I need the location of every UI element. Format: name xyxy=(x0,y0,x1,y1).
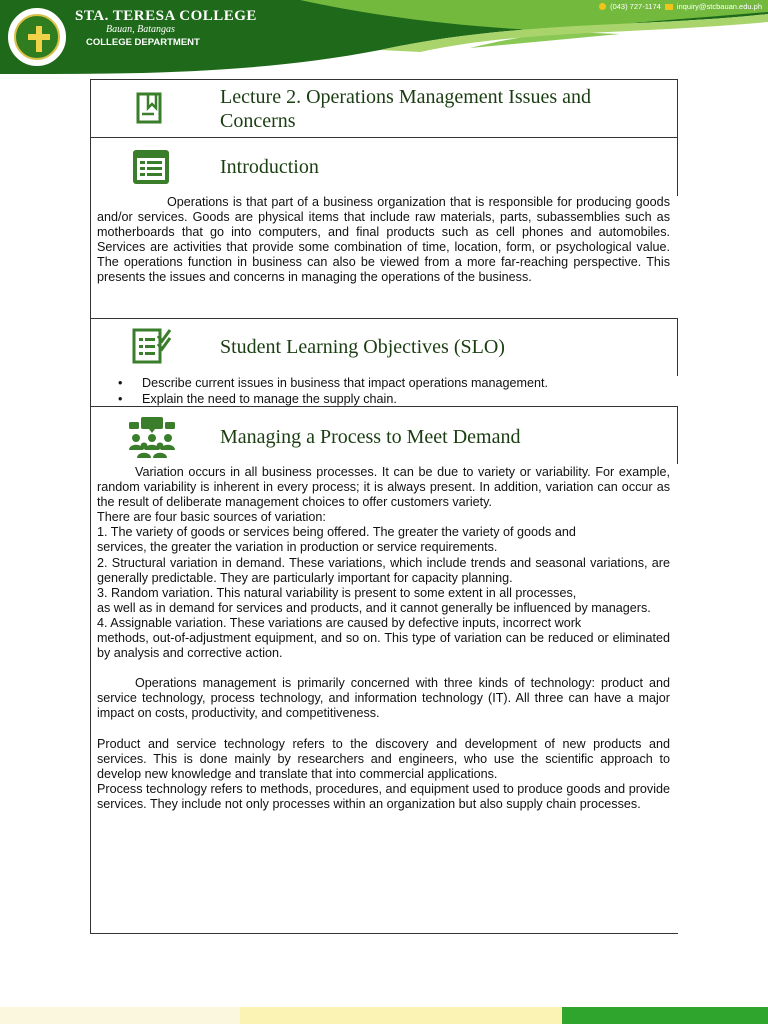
checklist-icon xyxy=(130,326,172,366)
source-1-line-b: services, the greater the variation in production or service requirements. xyxy=(97,540,498,555)
college-department: COLLEGE DEPARTMENT xyxy=(86,37,200,48)
college-location: Bauan, Batangas xyxy=(106,24,175,35)
college-seal-logo xyxy=(6,6,68,68)
list-item: • Describe current issues in business that impact operations management. xyxy=(118,375,548,391)
source-4-line-a: 4. Assignable variation. These variations are caused by defective inputs, incorrect work xyxy=(97,615,582,630)
source-4-line-b: methods, out-of-adjustment equipment, and so on. This type of variation can be reduced or eliminated by analysis and corrective action. xyxy=(97,631,670,661)
source-3-line-b: as well as in demand for services and products, and it cannot generally be influenced by managers. xyxy=(97,600,651,615)
footer-segment xyxy=(240,1007,562,1024)
frame-bottom xyxy=(90,933,678,934)
college-name: STA. TERESA COLLEGE xyxy=(75,8,257,24)
email-address: inquiry@stcbauan.edu.ph xyxy=(676,2,762,11)
lecture-title-line2: Concerns xyxy=(220,110,296,132)
phone-number: (043) 727-1174 xyxy=(610,2,661,11)
introduction-paragraph: Operations is that part of a business organization that is responsible for producing goods and/or services. Goods are physical items that include raw materials, parts, subassemblies such as motherboards that go into computers, and final products such as cell phones and automobiles. Services are activities that provide some combination of time, location, form, or psychological value. The operations function in business can also be viewed from a more far-reaching perspective. This presents the issues and concerns in managing the operations of the business. xyxy=(97,195,670,285)
technology-intro: Operations management is primarily concerned with three kinds of technology: product and service technology, process technology, and information technology (IT). All three can have a major impact on costs, productivity, and competitiveness. xyxy=(97,676,670,721)
footer-segment xyxy=(562,1007,768,1024)
lecture-title-line1: Lecture 2. Operations Management Issues and xyxy=(220,86,591,108)
book-icon xyxy=(130,88,170,128)
spacer xyxy=(97,722,670,737)
college-header xyxy=(0,0,768,78)
slo-heading: Student Learning Objectives (SLO) xyxy=(220,336,505,358)
demand-heading: Managing a Process to Meet Demand xyxy=(220,426,521,448)
divider-2 xyxy=(90,318,678,319)
footer-segment xyxy=(0,1007,240,1024)
process-technology: Process technology refers to methods, procedures, and equipment used to produce goods and provide services. They include not only processes within an organization but also supply chain processes. xyxy=(97,781,670,811)
product-technology: Product and service technology refers to the discovery and development of new products and services. This is done mainly by researchers and engineers, who use the scientific approach to develop new knowledge and translate that into commercial applications. xyxy=(97,736,670,781)
sources-intro: There are four basic sources of variation: xyxy=(97,510,326,525)
demand-intro: Variation occurs in all business processes. It can be due to variety or variability. For example, random variability is inherent in every process; it is always present. In addition, variation can occur as the result of deliberate management choices to offer customers variety. xyxy=(97,465,670,510)
divider-1 xyxy=(90,137,678,138)
phone-icon xyxy=(599,3,606,10)
team-meeting-icon xyxy=(127,416,177,458)
list-item: • Explain the need to manage the supply chain. xyxy=(118,391,548,407)
lecture-title xyxy=(220,85,591,133)
page-footer-band xyxy=(0,1007,768,1024)
document-icon xyxy=(131,148,171,186)
source-2: 2. Structural variation in demand. These variations, which include trends and seasonal variations, are generally predictable. They are particularly important for capacity planning. xyxy=(97,555,670,585)
frame-right-2 xyxy=(677,318,678,376)
source-3-line-a: 3. Random variation. This natural variability is present to some extent in all processes, xyxy=(97,585,577,600)
frame-top xyxy=(90,79,678,80)
demand-body xyxy=(97,465,670,812)
frame-left xyxy=(90,79,91,934)
introduction-heading: Introduction xyxy=(220,156,319,178)
frame-right-3 xyxy=(677,406,678,464)
introduction-text xyxy=(97,195,670,286)
slo-list xyxy=(118,375,548,407)
email-icon xyxy=(665,4,673,10)
spacer xyxy=(97,661,670,676)
contact-info xyxy=(599,2,762,11)
source-1-line-a: 1. The variety of goods or services being offered. The greater the variety of goods and xyxy=(97,525,576,540)
